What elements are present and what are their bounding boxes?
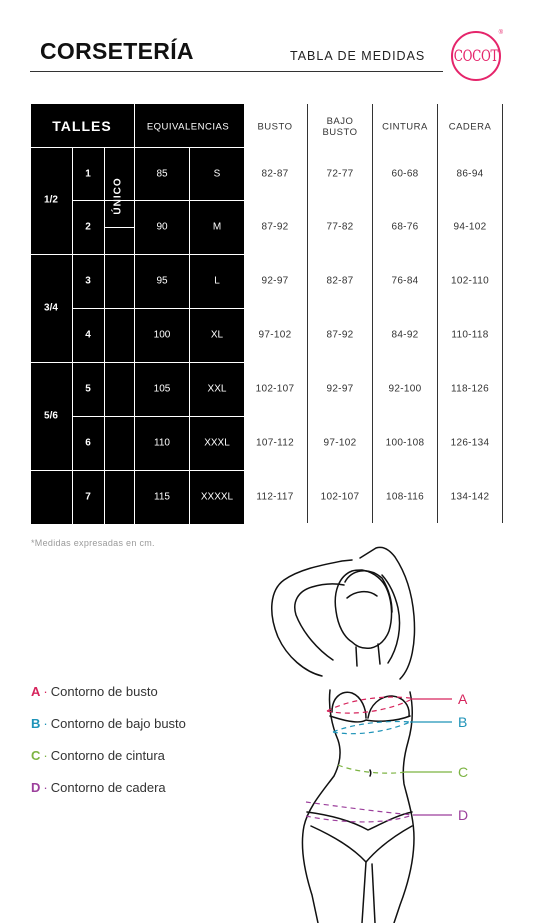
busto-cell: 92-97 <box>261 275 289 287</box>
header-cadera: CADERA <box>448 121 492 133</box>
bajo-busto-cell: 92-97 <box>326 383 354 395</box>
title-underline <box>30 71 443 72</box>
busto-cell: 87-92 <box>261 221 289 233</box>
column-divider <box>372 104 373 523</box>
table-line <box>31 470 244 471</box>
bajo-busto-cell: 97-102 <box>323 437 357 449</box>
talle-cell: 3 <box>85 275 91 287</box>
talle-cell: 6 <box>85 437 91 449</box>
talle-cell: 7 <box>85 491 91 503</box>
body-illustration <box>240 540 536 923</box>
bajo-busto-cell: 77-82 <box>326 221 354 233</box>
talle-cell: 5 <box>85 383 91 395</box>
header-cintura: CINTURA <box>382 121 428 133</box>
cintura-cell: 100-108 <box>385 437 425 449</box>
busto-cell: 82-87 <box>261 168 289 179</box>
table-line <box>72 416 244 417</box>
header-bajo-busto <box>322 116 357 138</box>
equivalence-number-cell: 95 <box>156 275 168 287</box>
cintura-cell: 92-100 <box>388 383 422 395</box>
table-line <box>31 362 244 363</box>
bajo-busto-cell: 82-87 <box>326 275 354 287</box>
size-group-label: 1/2 <box>44 194 58 206</box>
cintura-cell: 108-116 <box>385 491 425 503</box>
legend-item <box>31 716 186 731</box>
cadera-cell: 94-102 <box>453 221 487 233</box>
header-bajo-busto-line2: BUSTO <box>322 127 358 138</box>
equivalence-number-cell: 105 <box>153 383 171 395</box>
equivalence-size-cell: XXXL <box>204 437 230 449</box>
bajo-busto-cell: 87-92 <box>326 329 354 341</box>
legend-item <box>31 748 165 763</box>
cintura-cell: 60-68 <box>391 168 419 179</box>
table-line <box>72 200 244 201</box>
talle-cell: 2 <box>85 221 91 233</box>
cadera-cell: 134-142 <box>450 491 490 503</box>
cintura-cell: 76-84 <box>391 275 419 287</box>
table-line <box>189 147 190 524</box>
cadera-cell: 102-110 <box>450 275 490 287</box>
legend-letter: D <box>31 780 41 795</box>
cintura-cell: 84-92 <box>391 329 419 341</box>
legend-text: Contorno de busto <box>50 684 158 699</box>
equivalence-size-cell: S <box>213 168 221 179</box>
header-equivalencias: EQUIVALENCIAS <box>146 121 230 133</box>
column-divider <box>307 104 308 523</box>
legend-item <box>31 780 166 795</box>
table-line <box>31 147 244 148</box>
legend-text: Contorno de cintura <box>50 748 165 763</box>
table-line <box>134 104 135 524</box>
size-group-label: 3/4 <box>44 302 58 314</box>
cadera-cell: 110-118 <box>451 329 489 341</box>
legend-separator: · <box>43 780 48 795</box>
column-divider <box>502 104 503 523</box>
bajo-busto-cell: 102-107 <box>320 491 360 503</box>
callout-letter: B <box>458 714 468 730</box>
callout-letter: A <box>458 691 468 707</box>
page-title: CORSETERÍA <box>40 38 194 64</box>
talle-cell: 4 <box>85 329 91 341</box>
table-line <box>72 147 73 524</box>
size-group-label: 5/6 <box>44 410 58 422</box>
equivalence-size-cell: M <box>212 221 222 233</box>
legend-text: Contorno de bajo busto <box>50 716 186 731</box>
callout-letter: D <box>458 807 469 823</box>
cadera-cell: 118-126 <box>450 383 490 395</box>
cintura-cell: 68-76 <box>391 221 419 233</box>
busto-cell: 107-112 <box>255 437 295 449</box>
legend-letter: B <box>31 716 41 731</box>
equivalence-number-cell: 110 <box>154 437 170 449</box>
busto-cell: 112-117 <box>256 491 294 503</box>
equivalence-number-cell: 90 <box>156 221 168 233</box>
unico-label: ÚNICO <box>112 177 124 215</box>
brand-logo <box>451 31 501 81</box>
header-busto: BUSTO <box>257 121 293 133</box>
table-line <box>31 254 244 255</box>
equivalence-number-cell: 115 <box>154 491 170 503</box>
legend-separator: · <box>43 748 48 763</box>
busto-cell: 102-107 <box>255 383 295 395</box>
measurement-note: *Medidas expresadas en cm. <box>31 538 155 548</box>
equivalence-size-cell: XXXXL <box>200 491 234 503</box>
equivalence-size-cell: XXL <box>207 383 227 395</box>
callout-letter: C <box>458 764 469 780</box>
legend-separator: · <box>43 684 48 699</box>
bajo-busto-cell: 72-77 <box>326 168 354 179</box>
legend-text: Contorno de cadera <box>50 780 166 795</box>
table-line <box>72 308 244 309</box>
equivalence-number-cell: 85 <box>156 168 168 179</box>
header-bajo-busto-line1: BAJO <box>326 116 354 127</box>
cadera-cell: 126-134 <box>450 437 490 449</box>
cadera-cell: 86-94 <box>456 168 484 179</box>
column-divider <box>437 104 438 523</box>
brand-logo-registered: ® <box>498 30 503 36</box>
page-subtitle: TABLA DE MEDIDAS <box>290 49 426 63</box>
legend-item <box>31 684 158 699</box>
busto-cell: 97-102 <box>258 329 292 341</box>
legend-letter: A <box>31 684 41 699</box>
brand-logo-text: COCOT <box>453 46 499 66</box>
legend-letter: C <box>31 748 41 763</box>
talle-cell: 1 <box>85 168 91 179</box>
equivalence-size-cell: L <box>214 275 220 287</box>
header-talles: TALLES <box>52 118 112 134</box>
size-table-black-block <box>31 104 244 524</box>
equivalence-size-cell: XL <box>210 329 224 341</box>
legend-separator: · <box>43 716 48 731</box>
equivalence-number-cell: 100 <box>153 329 171 341</box>
